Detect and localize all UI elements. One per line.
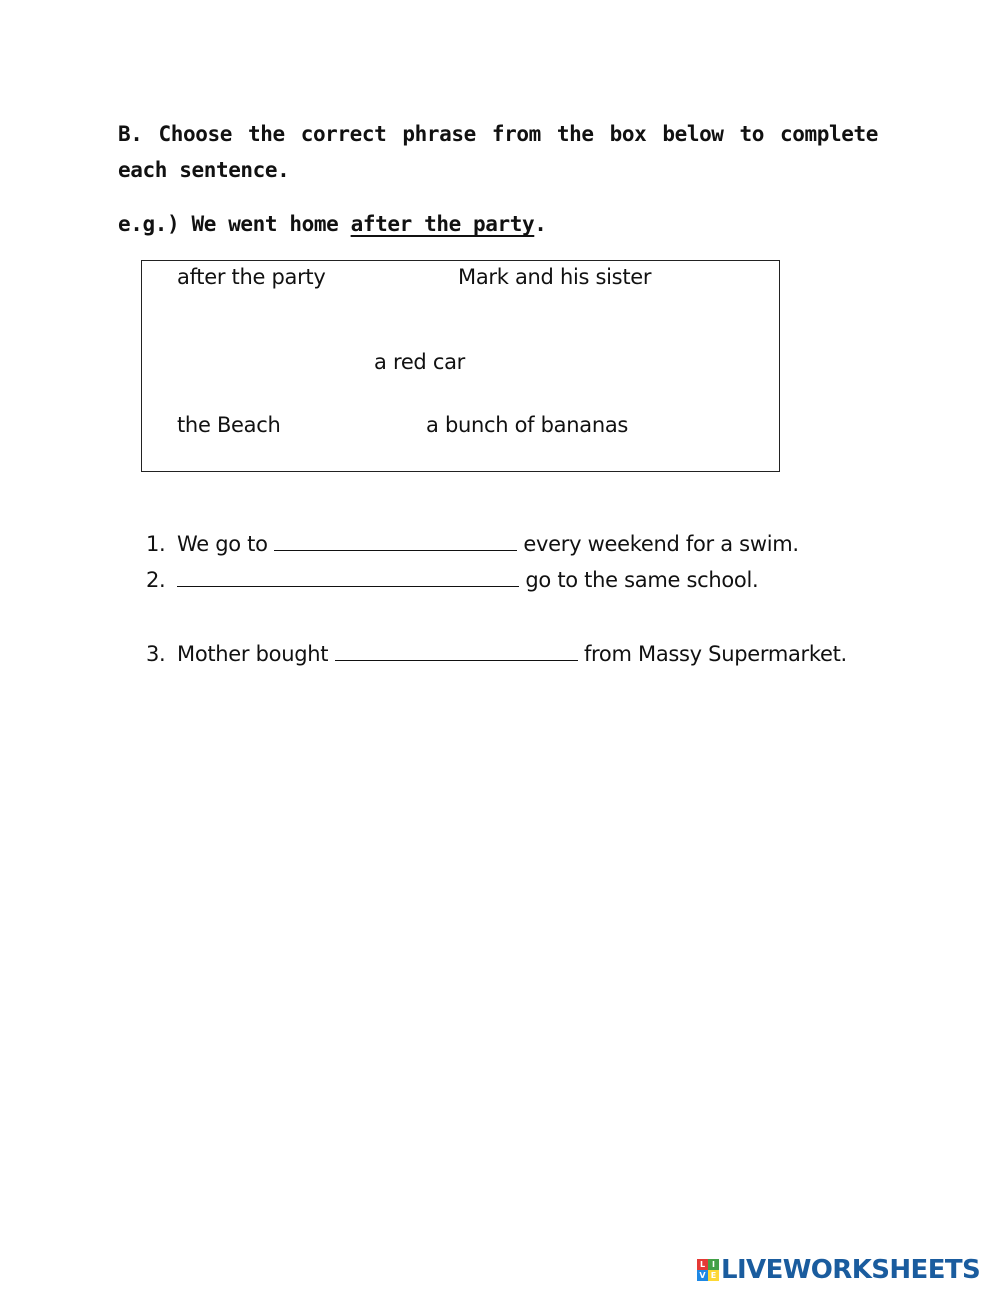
phrase-option: after the party — [177, 265, 326, 289]
question-row — [146, 566, 758, 592]
question-text-after: go to the same school. — [519, 568, 759, 592]
answer-blank[interactable] — [274, 530, 517, 551]
question-number: 2. — [146, 568, 166, 592]
question-text-after: every weekend for a swim. — [517, 532, 799, 556]
answer-blank[interactable] — [177, 566, 519, 587]
phrase-option: a red car — [374, 350, 465, 374]
question-row — [146, 640, 847, 666]
logo-letter: V — [697, 1270, 708, 1281]
logo-letter: E — [708, 1270, 719, 1281]
example-sentence — [118, 207, 547, 241]
question-row — [146, 530, 799, 556]
question-text-after: from Massy Supermarket. — [577, 642, 847, 666]
answer-blank[interactable] — [335, 640, 578, 661]
phrase-option: the Beach — [177, 413, 281, 437]
phrase-box — [141, 260, 780, 472]
phrase-option: Mark and his sister — [458, 265, 652, 289]
example-prefix: e.g.) We went home — [118, 212, 351, 236]
logo-letter: I — [708, 1259, 719, 1270]
example-suffix: . — [534, 212, 547, 236]
question-number: 3. — [146, 642, 166, 666]
live-logo-icon — [697, 1259, 719, 1281]
phrase-option: a bunch of bananas — [426, 413, 629, 437]
instruction-text: B. Choose the correct phrase from the box below to complete each sentence. — [118, 122, 878, 182]
logo-text: LIVEWORKSHEETS — [721, 1255, 981, 1285]
liveworksheets-logo — [697, 1255, 980, 1285]
question-text-before: We go to — [177, 532, 275, 556]
example-answer: after the party — [350, 212, 535, 236]
question-number: 1. — [146, 532, 166, 556]
question-text-before: Mother bought — [177, 642, 335, 666]
logo-letter: L — [697, 1259, 708, 1270]
